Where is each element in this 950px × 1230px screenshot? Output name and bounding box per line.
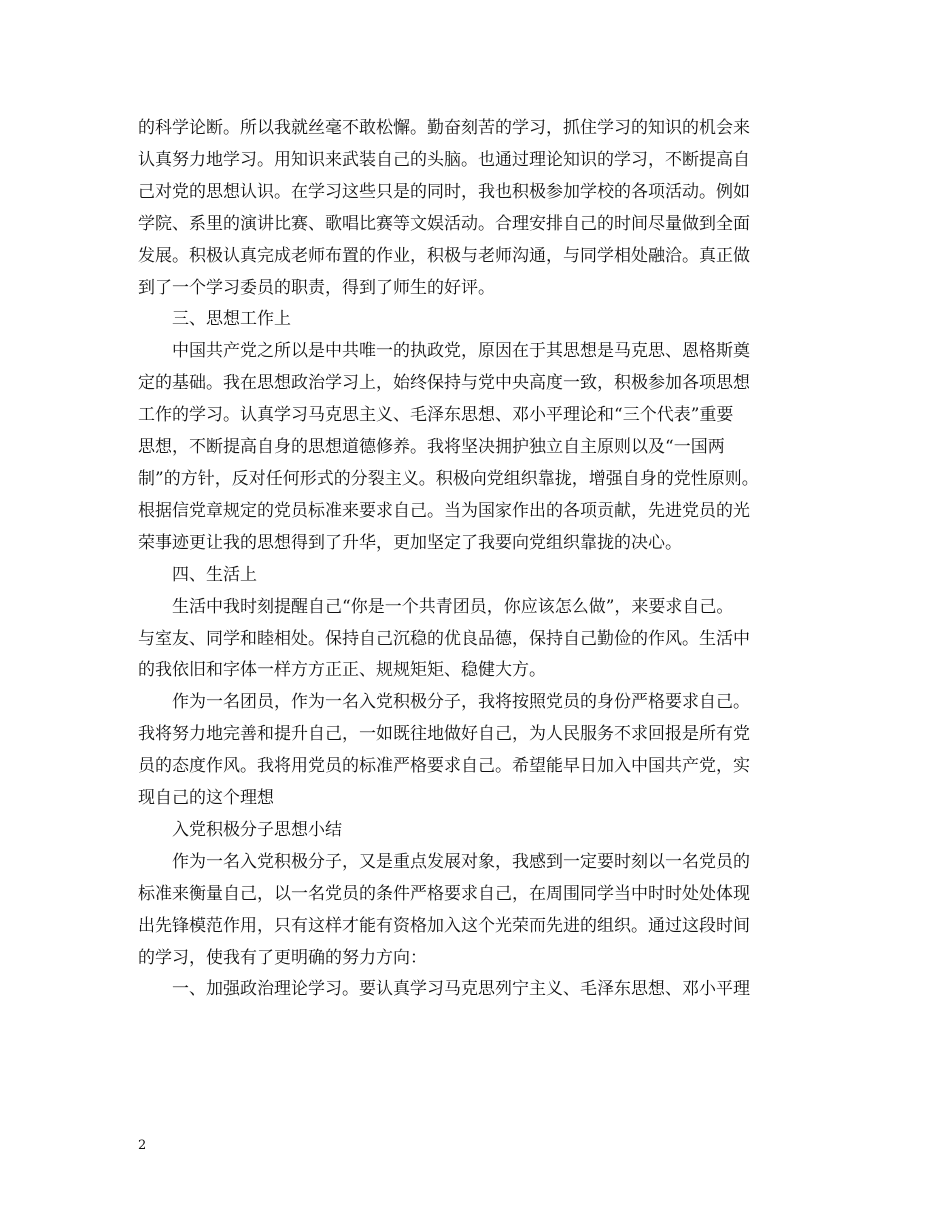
text-line: 工作的学习。认真学习马克思主义、毛泽东思想、邓小平理论和“三个代表”重要 [138,405,734,426]
text-line: 与室友、同学和睦相处。保持自己沉稳的优良品德，保持自己勤俭的作风。生活中 [138,628,750,649]
page-number: 2 [138,1138,147,1153]
text-line: 思想，不断提高自身的思想道德修养。我将坚决拥护独立自主原则以及“一国两 [138,437,725,458]
text-line: 中国共产党之所以是中共唯一的执政党，原因在于其思想是马克思、恩格斯奠 [172,341,750,362]
text-line: 员的态度作风。我将用党员的标准严格要求自己。希望能早日加入中国共产党，实 [138,756,750,777]
section-heading: 三、思想工作上 [172,309,291,330]
text-line: 一、加强政治理论学习。要认真学习马克思列宁主义、毛泽东思想、邓小平理 [172,979,750,1000]
text-line: 根据信党章规定的党员标准来要求自己。当为国家作出的各项贡献，先进党员的光 [138,500,750,521]
text-line: 生活中我时刻提醒自己“你是一个共青团员，你应该怎么做”，来要求自己。 [172,596,734,617]
text-line: 的学习，使我有了更明确的努力方向： [138,947,427,968]
document-body [138,113,818,1006]
text-line: 到了一个学习委员的职责，得到了师生的好评。 [138,277,495,298]
text-line: 现自己的这个理想 [138,788,274,809]
text-line: 作为一名入党积极分子，又是重点发展对象，我感到一定要时刻以一名党员的 [172,851,750,872]
text-line: 定的基础。我在思想政治学习上，始终保持与党中央高度一致，积极参加各项思想 [138,373,750,394]
section-heading: 四、生活上 [172,564,257,585]
text-line: 我将努力地完善和提升自己，一如既往地做好自己，为人民服务不求回报是所有党 [138,724,750,745]
text-line: 制”的方针，反对任何形式的分裂主义。积极向党组织靠拢，增强自身的党性原则。 [138,468,759,489]
document-text [138,113,818,1006]
text-line: 发展。积极认真完成老师布置的作业，积极与老师沟通，与同学相处融洽。真正做 [138,245,750,266]
text-line: 作为一名团员，作为一名入党积极分子，我将按照党员的身份严格要求自己。 [172,692,750,713]
text-line: 的科学论断。所以我就丝毫不敢松懈。勤奋刻苦的学习，抓住学习的知识的机会来 [138,118,750,138]
text-line: 标准来衡量自己，以一名党员的条件严格要求自己，在周围同学当中时时处处体现 [138,883,750,904]
text-line: 学院、系里的演讲比赛、歌唱比赛等文娱活动。合理安排自己的时间尽量做到全面 [138,213,750,234]
text-line: 己对党的思想认识。在学习这些只是的同时，我也积极参加学校的各项活动。例如 [138,181,750,202]
section-heading: 入党积极分子思想小结 [172,819,342,840]
text-line: 认真努力地学习。用知识来武装自己的头脑。也通过理论知识的学习，不断提高自 [138,149,750,170]
text-line: 荣事迹更让我的思想得到了升华，更加坚定了我要向党组织靠拢的决心。 [138,532,682,553]
text-line: 的我依旧和字体一样方方正正、规规矩矩、稳健大方。 [138,660,546,681]
text-line: 出先锋模范作用，只有这样才能有资格加入这个光荣而先进的组织。通过这段时间 [138,915,750,936]
